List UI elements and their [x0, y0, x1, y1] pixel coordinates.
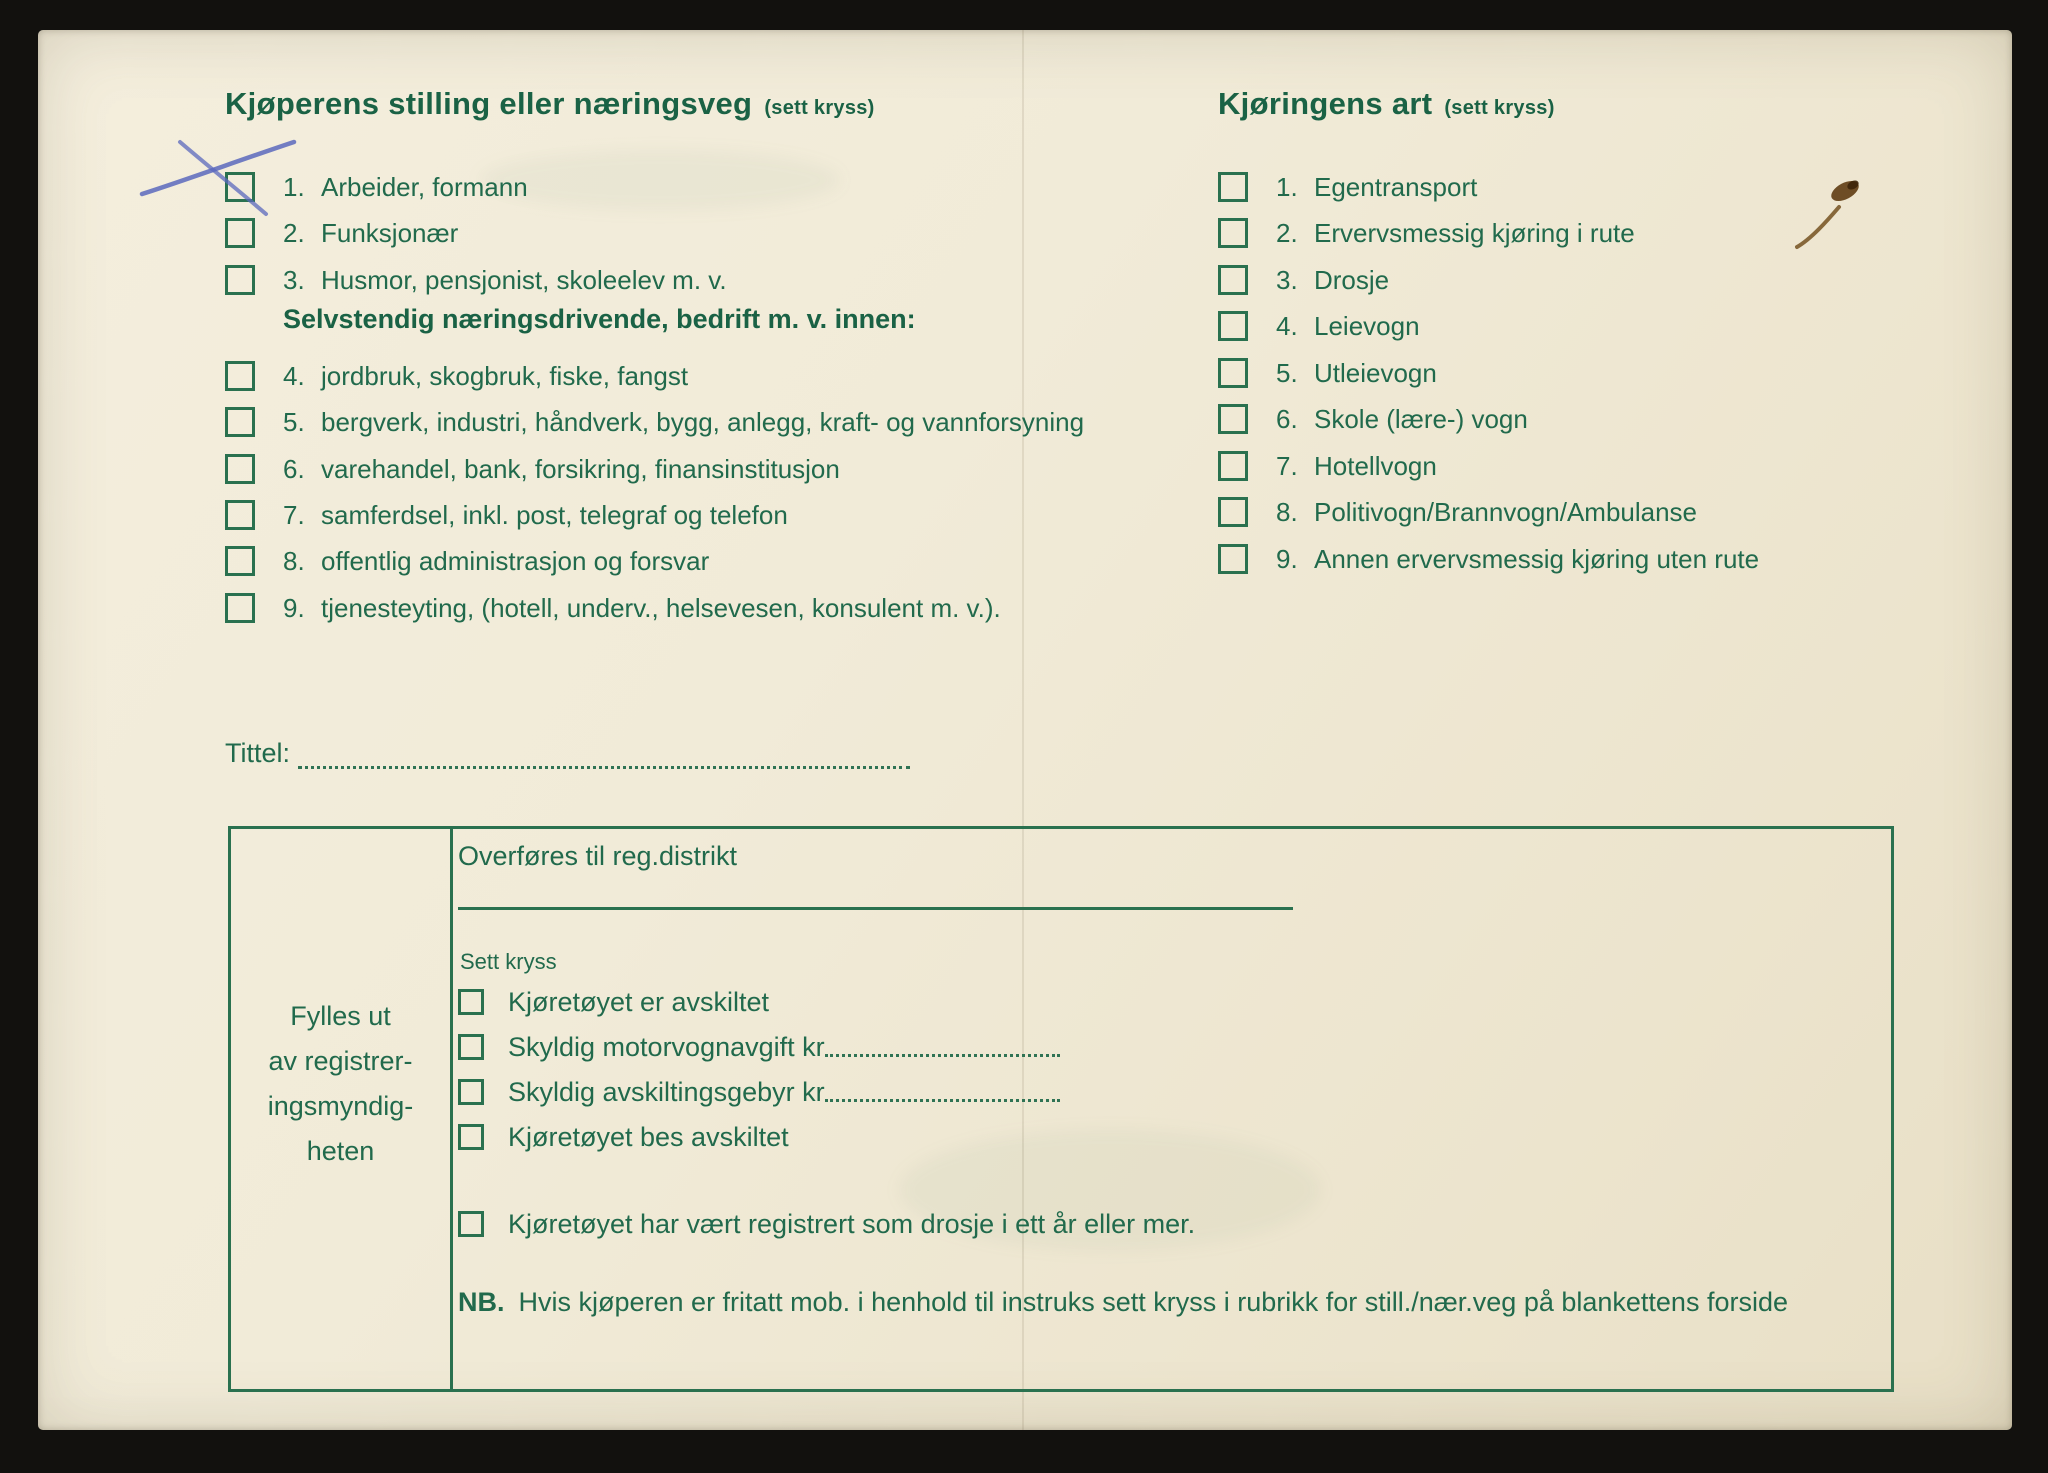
right-item-4 — [1218, 309, 1420, 343]
box-side-label — [231, 994, 450, 1174]
item-number: 6. — [283, 453, 305, 484]
right-item-9 — [1218, 542, 1759, 576]
box-vertical-divider — [450, 829, 453, 1389]
right-item-8 — [1218, 495, 1697, 529]
box-check-row-1 — [458, 987, 769, 1017]
item-number: 8. — [283, 545, 305, 576]
checkbox-avskiltingsgebyr[interactable] — [458, 1079, 484, 1105]
left-item-2 — [225, 216, 458, 250]
item-label: Utleievogn — [1314, 357, 1437, 388]
transfer-district-write-line[interactable] — [458, 907, 1293, 910]
item-label: Ervervsmessig kjøring i rute — [1314, 217, 1635, 248]
item-label: Hotellvogn — [1314, 450, 1437, 481]
right-title-text: Kjøringens art — [1218, 86, 1433, 121]
item-label: Funksjonær — [321, 217, 459, 248]
checkbox-left-8[interactable] — [225, 546, 255, 576]
box-check-label: Skyldig avskiltingsgebyr kr — [508, 1076, 825, 1107]
item-number: 9. — [1276, 543, 1298, 574]
item-number: 4. — [283, 360, 305, 391]
checkbox-left-5[interactable] — [225, 407, 255, 437]
item-number: 5. — [283, 406, 305, 437]
side-label-line: heten — [306, 1136, 375, 1166]
item-label: Politivogn/Brannvogn/Ambulanse — [1314, 496, 1698, 527]
left-section-title — [225, 86, 875, 122]
checkbox-right-2[interactable] — [1218, 218, 1248, 248]
checkbox-right-4[interactable] — [1218, 311, 1248, 341]
right-item-3 — [1218, 263, 1389, 297]
left-title-text: Kjøperens stilling eller næringsveg — [225, 86, 753, 121]
checkbox-left-7[interactable] — [225, 500, 255, 530]
item-number: 7. — [283, 499, 305, 530]
nb-prefix: NB. — [458, 1287, 505, 1317]
checkbox-avskiltet[interactable] — [458, 989, 484, 1015]
right-section-title — [1218, 86, 1555, 122]
tittel-dotted-field[interactable] — [298, 745, 910, 769]
item-label: bergverk, industri, håndverk, bygg, anlegg, kraft- og vannforsyning — [321, 406, 1085, 437]
checkbox-drosje-ett-aar[interactable] — [458, 1211, 484, 1237]
checkbox-left-1[interactable] — [225, 172, 255, 202]
checkbox-right-7[interactable] — [1218, 451, 1248, 481]
nb-text: Hvis kjøperen er fritatt mob. i henhold til instruks sett kryss i rubrikk for still./nær.veg på blankettens forside — [518, 1287, 1788, 1317]
item-label: Skole (lære-) vogn — [1314, 403, 1528, 434]
left-item-9 — [225, 591, 1001, 625]
registration-authority-box — [228, 826, 1894, 1392]
item-label: tjenesteyting, (hotell, underv., helsevesen, konsulent m. v.). — [321, 592, 1001, 623]
right-item-2 — [1218, 216, 1635, 250]
tittel-label: Tittel: — [225, 738, 291, 768]
box-check-label: Kjøretøyet bes avskiltet — [508, 1121, 789, 1152]
checkbox-right-3[interactable] — [1218, 265, 1248, 295]
item-number: 4. — [1276, 310, 1298, 341]
item-number: 5. — [1276, 357, 1298, 388]
checkbox-right-8[interactable] — [1218, 497, 1248, 527]
side-label-line: av registrer- — [268, 1046, 413, 1076]
checkbox-right-9[interactable] — [1218, 544, 1248, 574]
left-item-6 — [225, 452, 840, 486]
checkbox-bes-avskiltet[interactable] — [458, 1124, 484, 1150]
box-check-row-3 — [458, 1077, 1060, 1107]
item-label: Arbeider, formann — [321, 171, 528, 202]
item-number: 6. — [1276, 403, 1298, 434]
item-number: 9. — [283, 592, 305, 623]
item-label: offentlig administrasjon og forsvar — [321, 545, 710, 576]
nb-note — [458, 1287, 1878, 1318]
item-number: 2. — [1276, 217, 1298, 248]
item-number: 2. — [283, 217, 305, 248]
checkbox-right-5[interactable] — [1218, 358, 1248, 388]
left-item-1 — [225, 170, 528, 204]
transfer-district-label: Overføres til reg.distrikt — [458, 841, 738, 871]
amount-dotted-field[interactable] — [825, 1037, 1060, 1057]
box-check-row-2 — [458, 1032, 1060, 1062]
left-subheading: Selvstendig næringsdrivende, bedrift m. v. innen: — [283, 304, 916, 334]
item-number: 8. — [1276, 496, 1298, 527]
right-item-1 — [1218, 170, 1477, 204]
right-title-note: (sett kryss) — [1444, 97, 1555, 119]
item-label: Leievogn — [1314, 310, 1420, 341]
checkbox-left-3[interactable] — [225, 265, 255, 295]
box-check-label: Skyldig motorvognavgift kr — [508, 1031, 825, 1062]
sett-kryss-label: Sett kryss — [460, 949, 557, 974]
side-label-line: Fylles ut — [290, 1001, 391, 1031]
item-number: 3. — [283, 264, 305, 295]
right-item-7 — [1218, 449, 1437, 483]
right-item-6 — [1218, 402, 1528, 436]
left-title-note: (sett kryss) — [764, 97, 875, 119]
box-check-row-4 — [458, 1122, 789, 1152]
item-label: jordbruk, skogbruk, fiske, fangst — [321, 360, 689, 391]
checkbox-left-4[interactable] — [225, 361, 255, 391]
bleedthrough-smudge — [480, 150, 840, 210]
left-item-7 — [225, 498, 788, 532]
item-label: Annen ervervsmessig kjøring uten rute — [1314, 543, 1760, 574]
box-check-label: Kjøretøyet har vært registrert som drosje i ett år eller mer. — [508, 1208, 1196, 1239]
checkbox-right-6[interactable] — [1218, 404, 1248, 434]
box-check-label: Kjøretøyet er avskiltet — [508, 986, 770, 1017]
checkbox-left-9[interactable] — [225, 593, 255, 623]
checkbox-left-2[interactable] — [225, 218, 255, 248]
item-label: samferdsel, inkl. post, telegraf og telefon — [321, 499, 788, 530]
left-item-5 — [225, 405, 1084, 439]
item-number: 1. — [283, 171, 305, 202]
item-number: 3. — [1276, 264, 1298, 295]
checkbox-motorvognavgift[interactable] — [458, 1034, 484, 1060]
left-item-3 — [225, 263, 727, 297]
item-label: Egentransport — [1314, 171, 1478, 202]
box-check-row-drosje — [458, 1209, 1195, 1239]
left-item-4 — [225, 359, 688, 393]
left-item-8 — [225, 544, 709, 578]
checkbox-right-1[interactable] — [1218, 172, 1248, 202]
item-number: 1. — [1276, 171, 1298, 202]
checkbox-left-6[interactable] — [225, 454, 255, 484]
tittel-row — [225, 738, 910, 769]
item-label: varehandel, bank, forsikring, finansinstitusjon — [321, 453, 840, 484]
item-label: Husmor, pensjonist, skoleelev m. v. — [321, 264, 727, 295]
amount-dotted-field[interactable] — [825, 1082, 1060, 1102]
item-label: Drosje — [1314, 264, 1390, 295]
side-label-line: ingsmyndig- — [267, 1091, 414, 1121]
item-number: 7. — [1276, 450, 1298, 481]
right-item-5 — [1218, 356, 1437, 390]
